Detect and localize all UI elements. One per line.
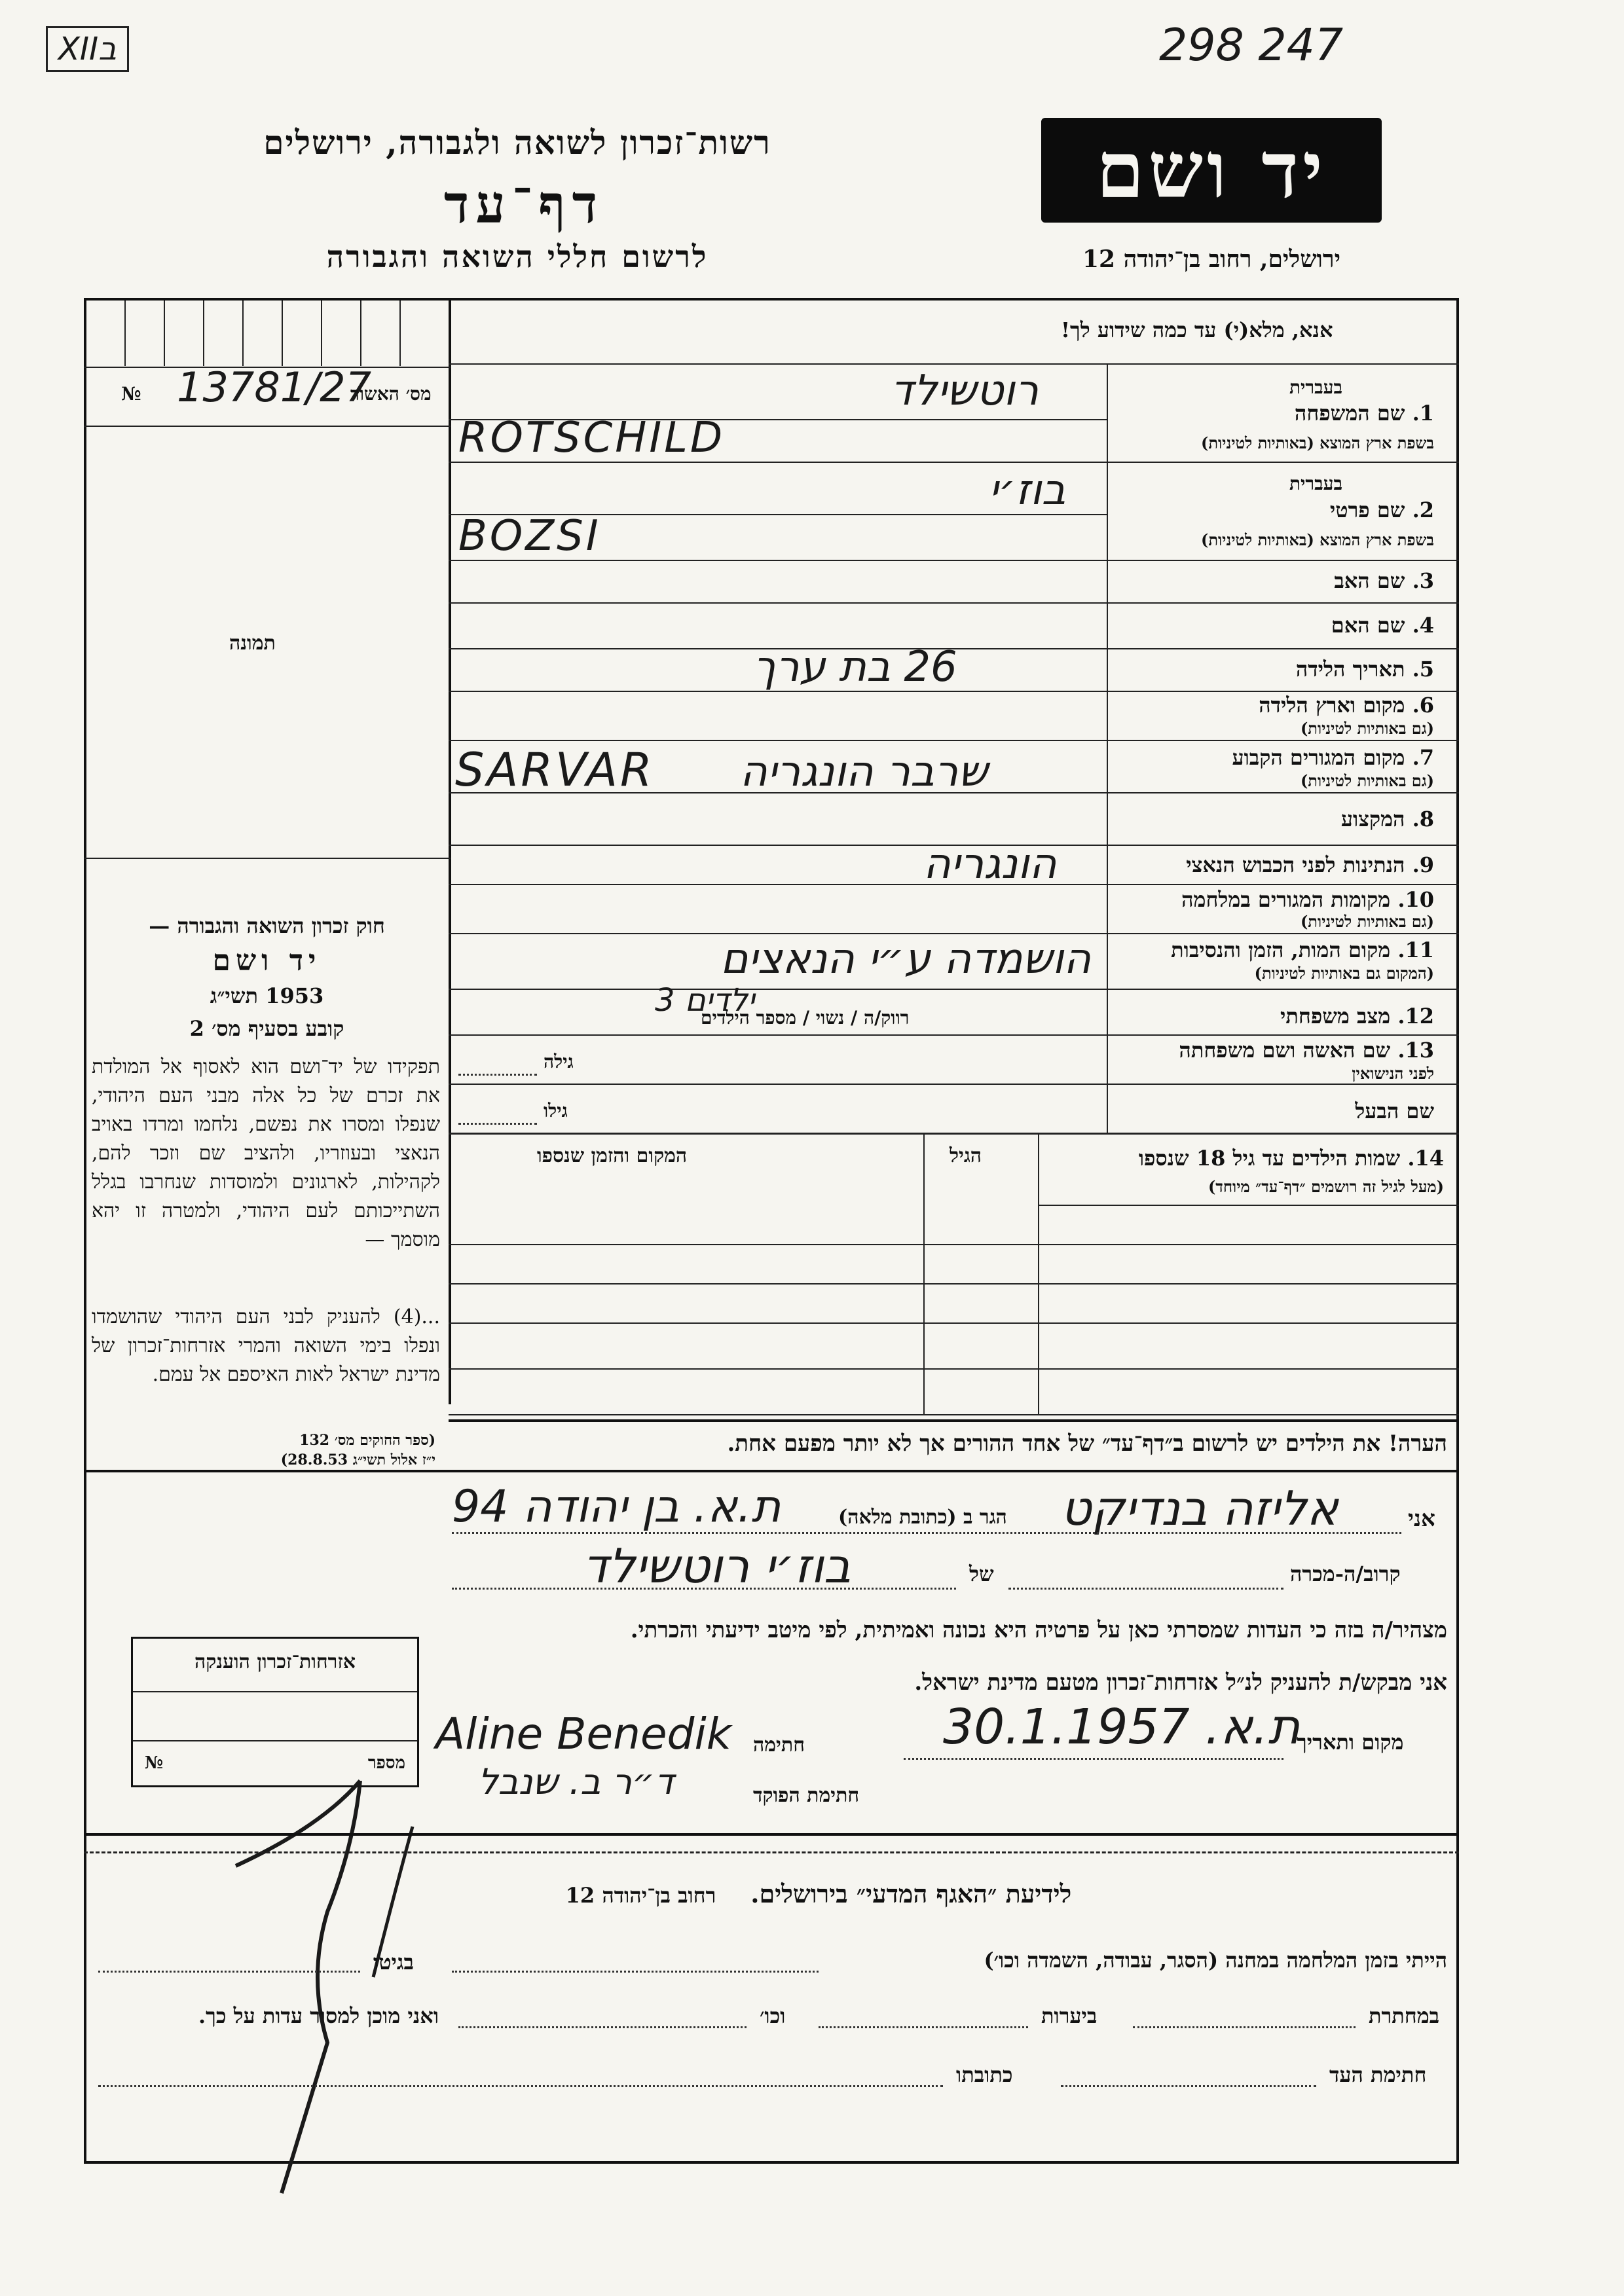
field-first-name-tag: בעברית [1289, 473, 1342, 494]
field-first-name-sub: בשפת ארץ המוצא (באותיות לטיניות) [1201, 530, 1434, 549]
registration-suffix: № [121, 383, 141, 405]
archive-mark-right: 298 247 [1159, 20, 1344, 71]
law-clause: קובע בסעיף מס׳ 2 [189, 1016, 344, 1041]
field-first-name-label [1330, 498, 1434, 522]
family-name-latin[interactable]: ROTSCHILD [458, 414, 726, 462]
law-text-2: ...(4) להעניק לבני העם היהודי שהושמדו ונפלו בימי השואה והמרי אזרחות־זכרון של מדינת ישראל לאות האיספם אל עמם. [92, 1305, 440, 1386]
officer-signature: ד״ר ב. שנבל [478, 1761, 674, 1802]
citizenship-suffix: № [145, 1753, 164, 1773]
field-residence-sub: (גם באותיות לטיניות) [1300, 771, 1434, 790]
citizenship-title: אזרחות־זכרון הוענקה [194, 1650, 356, 1673]
of-label: של [969, 1561, 994, 1586]
declarant-address[interactable]: ת.א. בן יהודה 94 [452, 1481, 781, 1533]
place-date-label: מקום ותאריך [1297, 1730, 1404, 1755]
logo-text: יד ושם [1096, 124, 1327, 215]
field-wartime-residence-label [1181, 887, 1434, 912]
field-label-text: מקום המות, הזמן והנסיבות [1171, 938, 1391, 962]
field-profession-label [1341, 807, 1434, 831]
nationality-value[interactable]: הונגריה [923, 840, 1057, 888]
law-text: תפקידו של יד־ושם הוא לאסוף אל המולדת את זכרם של כל אלה מבני העם היהודי, שנפלו ומסרו את נפשם, נלחמו ומרדו באויב הנאצי ובעוזריו, ולהציב שם וזכר להם, לקהילות, לארגונים ולמוסדות שנחרבו בגלל השתייכותם לעם היהודי, ולמטרה זו יהא מוסמך — [92, 1055, 440, 1251]
tearoff-witness-signature: חתימת העד [1329, 2062, 1427, 2087]
tearoff-title [458, 1879, 1179, 1909]
field-husband-label: שם הבעל [1355, 1099, 1434, 1123]
registration-label: מס׳ האשור [350, 383, 432, 405]
signature-label: חתימה [753, 1734, 805, 1757]
field-number: 11. [1397, 938, 1434, 962]
field-number: 10. [1397, 887, 1434, 912]
citizenship-number-label: מספר [367, 1753, 405, 1773]
husband-age-label: גילו [544, 1100, 568, 1121]
field-family-name-tag: בעברית [1289, 376, 1342, 398]
tearoff-partisans: במחתרת [1369, 2003, 1440, 2028]
first-name-latin[interactable]: BOZSI [458, 512, 601, 560]
field-number: 5. [1412, 657, 1434, 682]
children-title-sub: (מעל לגיל זה רושמים ״דף־עד״ מיוחד) [1208, 1177, 1444, 1196]
field-family-name-sub: בשפת ארץ המוצא (באותיות לטיניות) [1201, 433, 1434, 452]
field-label-text: המקצוע [1340, 807, 1405, 831]
registration-number: 13781/27 [177, 363, 372, 411]
authority-title: רשות־זכרון לשואה ולגבורה, ירושלים [263, 123, 771, 162]
field-number: 3. [1412, 568, 1434, 593]
tearoff-address: רחוב בן־יהודה 12 [565, 1883, 716, 1908]
archive-mark-left: XIIב [46, 26, 129, 72]
field-label-text: מקומות המגורים במלחמה [1181, 887, 1391, 912]
children-place-header: המקום והזמן שנספו [537, 1144, 688, 1167]
declarant-signature: Aline Benedik [435, 1709, 732, 1759]
marital-value[interactable]: ילדים 3 [655, 982, 755, 1019]
field-label-text: שם פרטי [1329, 498, 1405, 522]
instruction: אנא, מלא(י) עד כמה שידוע לך! [1061, 318, 1333, 342]
field-wartime-residence-sub: (גם באותיות לטיניות) [1300, 912, 1434, 931]
field-label-text: מקום המגורים הקבוע [1232, 745, 1405, 770]
field-number: 4. [1412, 613, 1434, 638]
field-family-name-label [1295, 401, 1434, 426]
photo-label: תמונה [229, 632, 276, 655]
field-marital-label [1280, 1004, 1434, 1029]
field-birth-date-label [1296, 657, 1434, 682]
field-number: 8. [1412, 807, 1434, 831]
field-label-text: שם המשפחה [1294, 401, 1405, 426]
relation-label: קרוב/ה-מכרה [1290, 1561, 1401, 1586]
field-death-sub: (המקום גם באותיות לטיניות) [1254, 964, 1434, 983]
yad-vashem-logo [1041, 118, 1382, 223]
law-title: חוק זכרון השואה והגבורה — [149, 913, 385, 938]
form-subtitle: לרשום חללי השואה והגבורה [326, 239, 709, 274]
declaration-i: אני [1408, 1506, 1435, 1532]
field-father-name-label [1334, 568, 1434, 593]
form-title: דף־עד [443, 173, 604, 235]
tearoff-title-text: לידיעת ״האגף המדעי״ בירושלים. [750, 1879, 1072, 1908]
note: הערה! את הילדים יש לרשום ב״דף־עד״ של אחד ההורים אך לא יותר מפעם אחת. [727, 1430, 1447, 1457]
children-title [1139, 1146, 1444, 1171]
field-wife-sub: לפני הנישואין [1352, 1064, 1434, 1083]
death-value[interactable]: הושמדה ע״י הנאצים [720, 935, 1092, 983]
marital-options: רווק/ה / נשוי / מספר הילדים [701, 1007, 910, 1029]
header-address: ירושלים, רחוב בן־יהודה 12 [1082, 246, 1341, 273]
field-label-text: תאריך הלידה [1295, 657, 1405, 682]
field-nationality-label [1186, 852, 1434, 877]
relative-name[interactable]: בוז׳י רוטשילד [583, 1539, 851, 1594]
field-label-text: הנתינות לפני הכבוש הנאצי [1186, 852, 1405, 877]
field-label-text: מקום וארץ הלידה [1259, 693, 1405, 718]
field-residence-label [1232, 745, 1434, 770]
family-name-hebrew[interactable]: רוטשילד [891, 367, 1039, 415]
citizenship-box [131, 1637, 419, 1787]
field-death-label [1171, 938, 1434, 962]
field-number: 7. [1412, 745, 1434, 770]
field-mother-name-label [1331, 613, 1434, 638]
tearoff-ready: ואני מוכן למסור עדות על כך. [198, 2003, 439, 2028]
law-org: יד ושם [212, 944, 322, 977]
tearoff-line1: הייתי בזמן המלחמה במחנה (הסגר, עבודה, השמדה וכו׳) [984, 1948, 1447, 1973]
field-label-text: שם האב [1334, 568, 1405, 593]
declaration-request: אני מבקש/ת להעניק לנ״ל אזרחות־זכרון מטעם מדינת ישראל. [914, 1669, 1447, 1696]
birth-date-value[interactable]: 26 בת ערך [753, 643, 957, 691]
wife-age-label: גילה [544, 1051, 574, 1072]
officer-label: חתימת הפוקד [753, 1784, 860, 1807]
field-birth-place-label [1259, 693, 1434, 718]
field-number: 1. [1412, 401, 1434, 426]
declaration-statement: מצהיר/ה בזה כי העדות שמסרתי כאן על פרטיה היא נכונה ואמיתית, לפי מיטב ידיעתי והכרתי. [630, 1617, 1447, 1643]
field-number: 2. [1412, 498, 1434, 522]
resides-label: הגר ב (כתובת מלאה) [838, 1506, 1007, 1529]
first-name-hebrew[interactable]: בוז׳י [989, 466, 1066, 515]
field-label-text: מצב משפחתי [1280, 1004, 1391, 1029]
field-number: 6. [1412, 693, 1434, 718]
tearoff-etc: וכו׳ [760, 2003, 786, 2028]
residence-hebrew[interactable]: שרבר הונגריה [740, 748, 988, 796]
residence-latin[interactable]: SARVAR [455, 743, 655, 797]
tearoff-forests: ביערות [1041, 2003, 1098, 2028]
children-title-text: שמות הילדים עד גיל 18 שנספו [1138, 1146, 1401, 1171]
tearoff-ghetto: בגיטו [373, 1950, 414, 1975]
field-number: 13. [1397, 1038, 1434, 1063]
children-age-header: הגיל [950, 1144, 982, 1167]
field-number: 9. [1412, 852, 1434, 877]
place-date-value[interactable]: ת.א. 30.1.1957 [943, 1699, 1301, 1755]
field-label-text: שם האשה ושם משפחתה [1179, 1038, 1391, 1063]
declarant-name[interactable]: אליזה בנדיקט [1061, 1481, 1338, 1536]
field-number: 14. [1407, 1146, 1444, 1171]
law-year: 1953 תשי״ג [210, 983, 324, 1008]
field-label-text: שם האם [1331, 613, 1405, 638]
field-birth-place-sub: (גם באותיות לטיניות) [1300, 719, 1434, 738]
field-number: 12. [1397, 1004, 1434, 1029]
field-wife-label [1179, 1038, 1434, 1063]
law-citation: (ספר החוקים מס׳ 132 י״ז אלול תשי״ג 28.8.53) [280, 1432, 435, 1468]
tearoff-address-label: כתובתו [956, 2062, 1013, 2087]
